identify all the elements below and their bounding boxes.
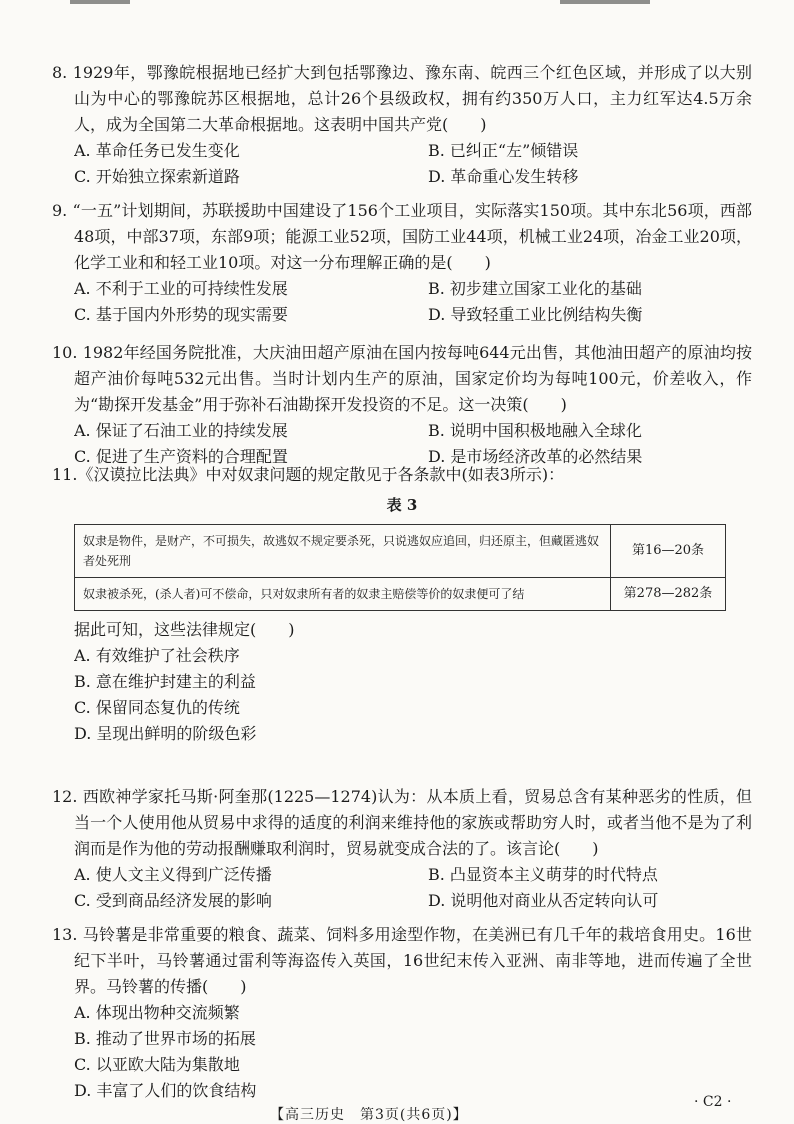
option-d[interactable]: D. 丰富了人们的饮食结构 — [74, 1081, 257, 1100]
option-d[interactable]: D. 导致轻重工业比例结构失衡 — [428, 305, 643, 324]
option-b[interactable]: B. 凸显资本主义萌芽的时代特点 — [428, 865, 658, 884]
question-11 — [52, 462, 752, 747]
question-follow-up: 据此可知，这些法律规定( ) — [74, 620, 295, 639]
option-d[interactable]: D. 革命重心发生转移 — [428, 167, 579, 186]
top-edge-mark — [560, 0, 650, 4]
question-9 — [52, 198, 752, 328]
option-d[interactable]: D. 说明他对商业从否定转向认可 — [428, 891, 659, 910]
options — [52, 862, 752, 914]
table-cell-ref: 第16—20条 — [611, 525, 726, 578]
option-c[interactable]: C. 保留同态复仇的传统 — [74, 698, 240, 717]
question-13 — [52, 922, 752, 1104]
options — [52, 276, 752, 328]
question-8 — [52, 60, 752, 190]
option-c[interactable]: C. 基于国内外形势的现实需要 — [74, 305, 288, 324]
option-c[interactable]: C. 开始独立探索新道路 — [74, 167, 240, 186]
option-b[interactable]: B. 推动了世界市场的拓展 — [74, 1029, 256, 1048]
option-b[interactable]: B. 意在维护封建主的利益 — [74, 672, 256, 691]
table-cell-text: 奴隶被杀死，(杀人者)可不偿命，只对奴隶所有者的奴隶主赔偿等价的奴隶便可了结 — [75, 578, 611, 611]
question-stem: 12. 西欧神学家托马斯·阿奎那(1225—1274)认为：从本质上看，贸易总含有某种恶劣的性质，但当一个人使用他从贸易中求得的适度的利润来维持他的家族或帮助穷人时，或者当他不是为了利润而是作为他的劳动报酬赚取利润时，贸易就变成合法的了。该言论( ) — [52, 787, 752, 858]
option-a[interactable]: A. 体现出物种交流频繁 — [74, 1003, 240, 1022]
options — [52, 1000, 752, 1104]
table-cell-text: 奴隶是物件，是财产，不可损失，故逃奴不规定要杀死，只说逃奴应追回，归还原主，但藏匿逃奴者处死刑 — [75, 525, 611, 578]
question-stem: 13. 马铃薯是非常重要的粮食、蔬菜、饲料多用途型作物，在美洲已有几千年的栽培食用史。16世纪下半叶，马铃薯通过雷利等海盗传入英国，16世纪末传入亚洲、南非等地，进而传遍了全世界。马铃薯的传播( ) — [52, 925, 752, 996]
options — [52, 643, 752, 747]
table-row — [75, 525, 726, 578]
options — [52, 138, 752, 190]
paper-code: · C2 · — [694, 1094, 732, 1110]
option-a[interactable]: A. 使人文主义得到广泛传播 — [74, 865, 272, 884]
top-edge-mark — [70, 0, 130, 4]
option-a[interactable]: A. 不利于工业的可持续性发展 — [74, 279, 288, 298]
table-caption: 表 3 — [386, 496, 418, 514]
option-a[interactable]: A. 革命任务已发生变化 — [74, 141, 240, 160]
question-stem: 10. 1982年经国务院批准，大庆油田超产原油在国内按每吨644元出售，其他油田超产的原油均按超产油价每吨532元出售。当时计划内生产的原油，国家定价均为每吨100元，价差收入，作为“勘探开发基金”用于弥补石油勘探开发投资的不足。这一决策( ) — [52, 343, 752, 414]
page-footer: 【高三历史 第3页(共6页)】 — [270, 1107, 468, 1123]
option-b[interactable]: B. 初步建立国家工业化的基础 — [428, 279, 642, 298]
option-b[interactable]: B. 说明中国积极地融入全球化 — [428, 421, 642, 440]
question-10 — [52, 340, 752, 470]
option-c[interactable]: C. 以亚欧大陆为集散地 — [74, 1055, 240, 1074]
option-d[interactable]: D. 呈现出鲜明的阶级色彩 — [74, 724, 257, 743]
option-b[interactable]: B. 已纠正“左”倾错误 — [428, 141, 579, 160]
option-a[interactable]: A. 保证了石油工业的持续发展 — [74, 421, 288, 440]
question-stem: 9. “一五”计划期间，苏联援助中国建设了156个工业项目，实际落实150项。其中东北56项，西部48项，中部37项，东部9项；能源工业52项，国防工业44项，机械工业24项，冶金工业20项，化学工业和和轻工业10项。对这一分布理解正确的是( ) — [52, 201, 752, 272]
table-row — [75, 578, 726, 611]
option-d[interactable]: D. 是市场经济改革的必然结果 — [428, 447, 643, 466]
question-stem: 8. 1929年，鄂豫皖根据地已经扩大到包括鄂豫边、豫东南、皖西三个红色区域，并形成了以大别山为中心的鄂豫皖苏区根据地，总计26个县级政权，拥有约350万人口，主力红军达4.5万余人，成为全国第二大革命根据地。这表明中国共产党( ) — [52, 63, 752, 134]
option-c[interactable]: C. 促进了生产资料的合理配置 — [74, 447, 288, 466]
option-c[interactable]: C. 受到商品经济发展的影响 — [74, 891, 272, 910]
option-a[interactable]: A. 有效维护了社会秩序 — [74, 646, 240, 665]
table-cell-ref: 第278—282条 — [611, 578, 726, 611]
question-stem: 11.《汉谟拉比法典》中对奴隶问题的规定散见于各条款中(如表3所示)： — [52, 465, 565, 484]
question-12 — [52, 784, 752, 914]
law-table — [74, 524, 726, 611]
